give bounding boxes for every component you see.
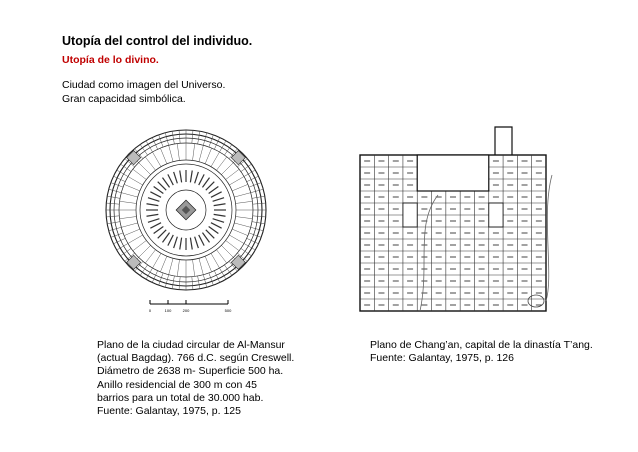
inner-label-mark bbox=[148, 198, 159, 202]
slide-subtitle: Utopía de lo divino. bbox=[62, 54, 159, 66]
radial-street bbox=[229, 177, 244, 186]
radial-street bbox=[153, 253, 162, 268]
left-caption-line-3: Diámetro de 2638 m- Superficie 500 ha. bbox=[97, 365, 284, 378]
inner-label-mark bbox=[154, 226, 164, 233]
radial-street bbox=[232, 229, 248, 236]
radial-street bbox=[124, 184, 140, 191]
slide-title: Utopía del control del individuo. bbox=[62, 34, 253, 48]
radial-street bbox=[193, 144, 195, 161]
inner-label-mark bbox=[209, 186, 219, 193]
radial-street bbox=[236, 201, 253, 203]
left-caption-line-2: (actual Bagdag). 766 d.C. según Creswell. bbox=[97, 352, 295, 365]
radial-street bbox=[124, 229, 140, 236]
inner-label-mark bbox=[162, 178, 169, 188]
ring-segment bbox=[107, 222, 120, 224]
inner-label-mark bbox=[202, 233, 209, 243]
radial-street bbox=[153, 152, 162, 167]
intro-text bbox=[62, 78, 225, 106]
inner-label-mark bbox=[180, 170, 182, 182]
radial-street bbox=[177, 144, 179, 161]
radial-street bbox=[133, 240, 146, 250]
right-caption-line-2: Fuente: Galantay, 1975, p. 126 bbox=[370, 352, 514, 365]
ring-segment bbox=[107, 196, 120, 198]
ring-segment bbox=[198, 276, 200, 289]
inner-label-mark bbox=[211, 192, 222, 197]
radial-street bbox=[234, 223, 250, 227]
radial-street bbox=[169, 258, 173, 274]
changan-grid-plan bbox=[360, 127, 552, 311]
ring-segment bbox=[203, 275, 206, 288]
inner-label-mark bbox=[213, 219, 224, 223]
ring-segment bbox=[252, 222, 265, 224]
inner-label-mark bbox=[214, 214, 226, 216]
right-caption bbox=[370, 339, 593, 365]
radial-street bbox=[234, 193, 250, 197]
radial-street bbox=[199, 145, 203, 161]
left-caption-line-1: Plano de la ciudad circular de Al-Mansur bbox=[97, 339, 285, 351]
inner-label-mark bbox=[202, 178, 209, 188]
radial-street bbox=[211, 152, 220, 167]
ring-segment bbox=[249, 233, 261, 237]
inner-label-mark bbox=[158, 182, 166, 190]
radial-street bbox=[139, 245, 151, 257]
ring-segment bbox=[251, 189, 264, 192]
ring-segment bbox=[172, 131, 174, 144]
inner-label-mark bbox=[214, 204, 226, 206]
inner-label-mark bbox=[174, 237, 178, 248]
canal bbox=[420, 195, 438, 311]
inner-label-mark bbox=[148, 219, 159, 223]
radial-street bbox=[177, 260, 179, 277]
west-market bbox=[403, 203, 417, 227]
ring-segment bbox=[192, 130, 193, 143]
ring-segment bbox=[203, 133, 206, 146]
inner-label-mark bbox=[168, 174, 173, 185]
inner-label-mark bbox=[180, 238, 182, 250]
left-caption-line-5: barrios para un total de 30.000 hab. bbox=[97, 391, 264, 404]
ring-segment bbox=[172, 276, 174, 289]
scale-label-500: 500 bbox=[224, 308, 232, 313]
ring-segment bbox=[249, 183, 261, 187]
radial-street bbox=[216, 157, 226, 170]
radial-street bbox=[193, 260, 195, 277]
radial-street bbox=[128, 177, 143, 186]
radial-street bbox=[169, 145, 173, 161]
inner-label-mark bbox=[162, 233, 169, 243]
inner-label-mark bbox=[190, 238, 192, 250]
ring-segment bbox=[165, 275, 168, 288]
radial-street bbox=[160, 256, 167, 272]
al-mansur-plan-figure bbox=[100, 120, 280, 325]
radial-street bbox=[205, 148, 212, 164]
inner-label-mark bbox=[174, 172, 178, 183]
circular-city-plan bbox=[106, 130, 266, 290]
inner-label-mark bbox=[199, 174, 204, 185]
right-caption-line-1: Plano de Chang’an, capital de la dinastía T’ang. bbox=[370, 339, 593, 351]
inner-label-mark bbox=[213, 198, 224, 202]
ring-segment bbox=[109, 189, 122, 192]
ring-segment bbox=[253, 203, 266, 204]
inner-label-mark bbox=[158, 230, 166, 238]
inner-label-mark bbox=[146, 204, 158, 206]
ring-segment bbox=[209, 273, 213, 285]
inner-label-mark bbox=[190, 170, 192, 182]
imperial-city bbox=[417, 155, 489, 191]
inner-label-mark bbox=[154, 186, 164, 193]
ring-segment bbox=[111, 233, 123, 237]
ring-segment bbox=[159, 273, 163, 285]
radial-street bbox=[205, 256, 212, 272]
radial-street bbox=[120, 201, 137, 203]
radial-street bbox=[226, 169, 239, 179]
radial-street bbox=[236, 217, 253, 219]
inner-label-mark bbox=[146, 214, 158, 216]
scale-label-200: 200 bbox=[182, 308, 190, 313]
scale-bar bbox=[149, 300, 232, 313]
ring-segment bbox=[165, 133, 168, 146]
inner-label-mark bbox=[150, 192, 161, 197]
ring-segment bbox=[106, 216, 119, 217]
radial-street bbox=[160, 148, 167, 164]
inner-label-mark bbox=[199, 235, 204, 246]
ring-segment bbox=[109, 227, 122, 230]
ring-segment bbox=[251, 227, 264, 230]
palace-park bbox=[495, 127, 512, 155]
inner-label-mark bbox=[211, 223, 222, 228]
ring-segment bbox=[179, 130, 180, 143]
scale-label-100: 100 bbox=[164, 308, 172, 313]
radial-street bbox=[121, 193, 137, 197]
radial-street bbox=[139, 163, 151, 175]
ring-segment bbox=[111, 183, 123, 187]
left-caption bbox=[97, 339, 294, 418]
radial-street bbox=[133, 169, 146, 179]
radial-street bbox=[229, 235, 244, 244]
ring-segment bbox=[192, 277, 193, 290]
inner-label-mark bbox=[206, 182, 214, 190]
left-caption-line-6: Fuente: Galantay, 1975, p. 125 bbox=[97, 405, 241, 418]
canal-east bbox=[546, 175, 552, 301]
radial-street bbox=[199, 258, 203, 274]
radial-street bbox=[221, 245, 233, 257]
radial-street bbox=[232, 184, 248, 191]
intro-line-2: Gran capacidad simbólica. bbox=[62, 93, 186, 105]
east-market bbox=[489, 203, 503, 227]
intro-line-1: Ciudad como imagen del Universo. bbox=[62, 79, 226, 91]
radial-street bbox=[211, 253, 220, 268]
ring-segment bbox=[159, 135, 163, 147]
inner-label-mark bbox=[206, 230, 214, 238]
radial-street bbox=[216, 250, 226, 263]
ring-segment bbox=[198, 131, 200, 144]
ring-segment bbox=[253, 216, 266, 217]
inner-label-mark bbox=[168, 235, 173, 246]
ring-segment bbox=[252, 196, 265, 198]
radial-street bbox=[128, 235, 143, 244]
radial-street bbox=[121, 223, 137, 227]
radial-street bbox=[145, 250, 155, 263]
inner-label-mark bbox=[150, 223, 161, 228]
scale-label-0: 0 bbox=[148, 308, 152, 313]
radial-street bbox=[145, 157, 155, 170]
inner-label-mark bbox=[195, 237, 199, 248]
radial-street bbox=[221, 163, 233, 175]
inner-label-mark bbox=[195, 172, 199, 183]
changan-plan-figure bbox=[340, 120, 555, 325]
ring-segment bbox=[209, 135, 213, 147]
left-caption-line-4: Anillo residencial de 300 m con 45 bbox=[97, 378, 257, 391]
radial-street bbox=[120, 217, 137, 219]
radial-street bbox=[226, 240, 239, 250]
ring-segment bbox=[106, 203, 119, 204]
ring-segment bbox=[179, 277, 180, 290]
inner-label-mark bbox=[209, 226, 219, 233]
